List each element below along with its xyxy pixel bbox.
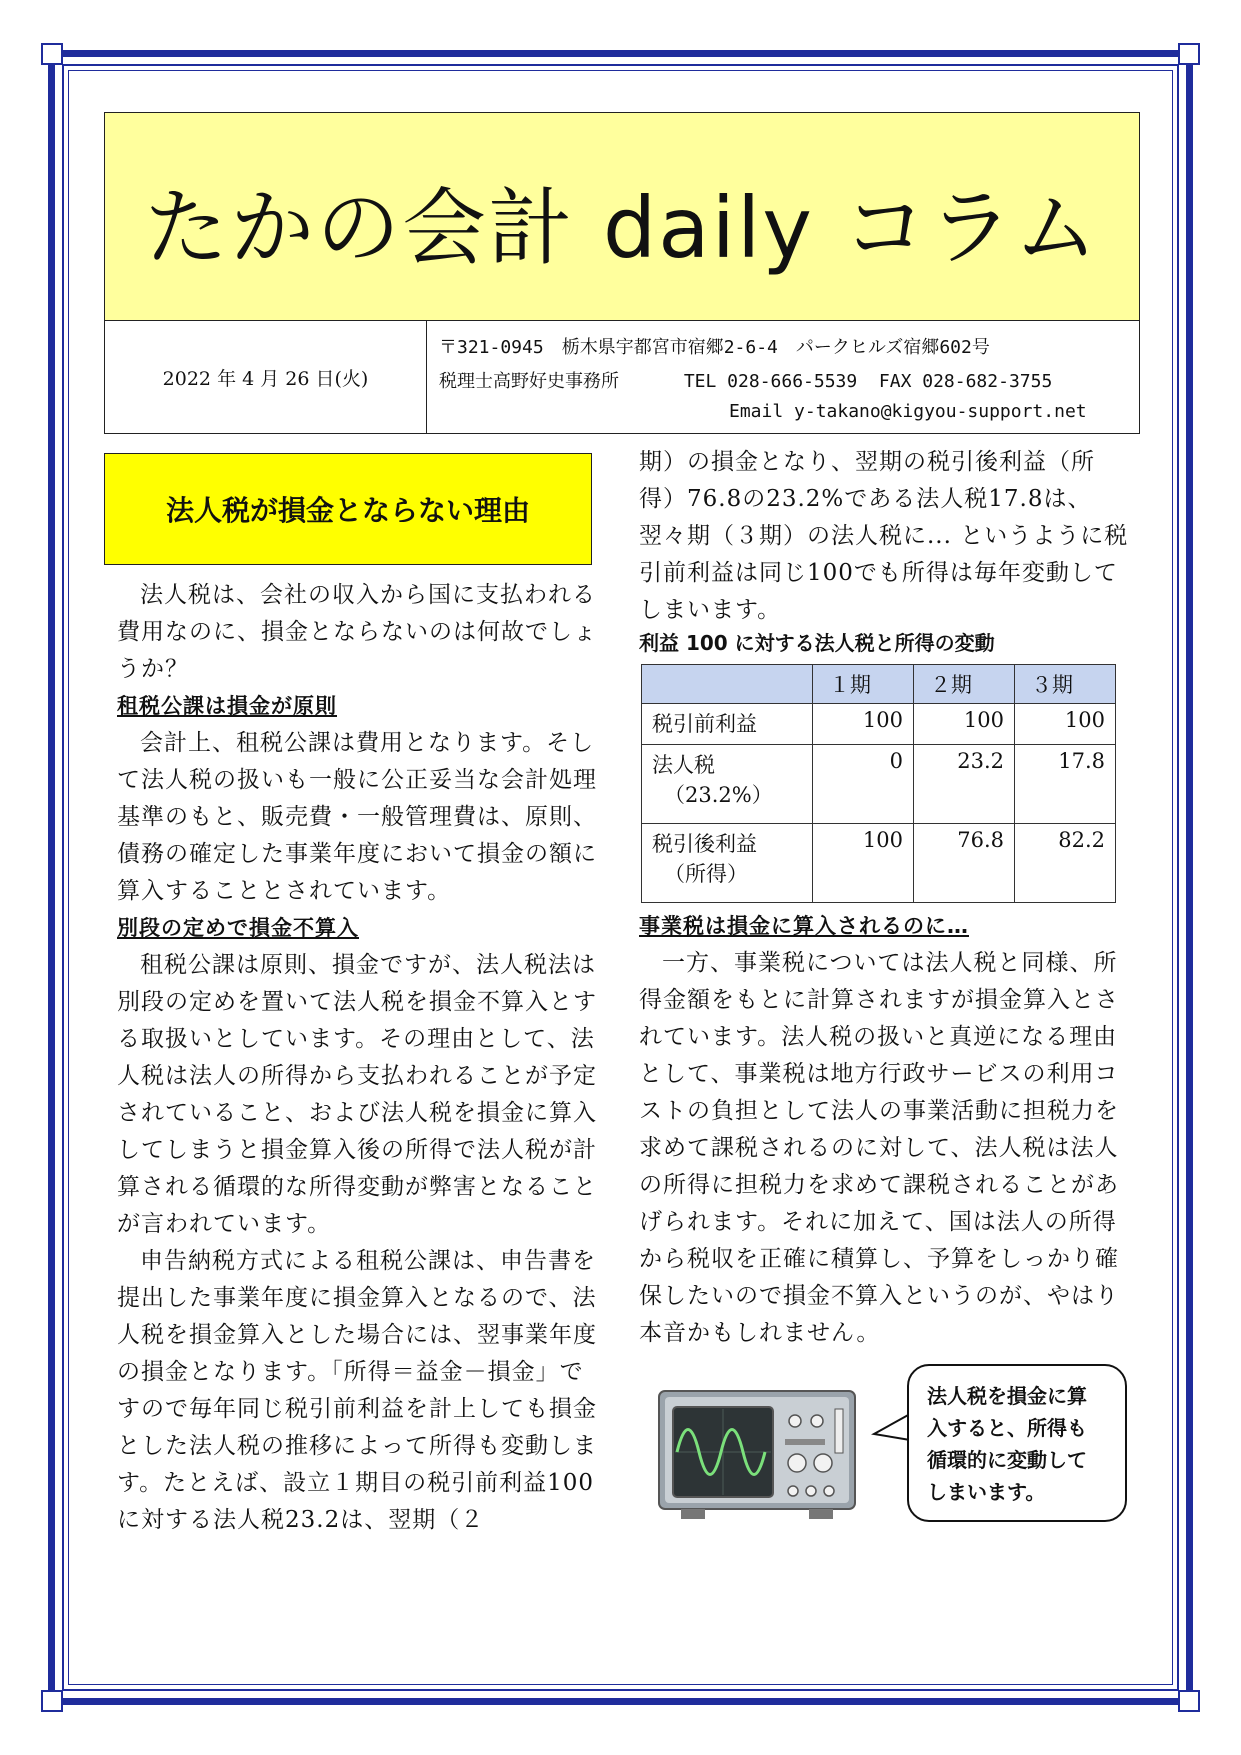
- contact-block: [427, 321, 1139, 433]
- section-heading-3: 事業税は損金に算入されるのに…: [639, 914, 969, 938]
- newsletter-title: たかの会計 daily コラム: [144, 179, 1100, 277]
- table-cell: 100: [813, 704, 914, 745]
- table-header-row: [642, 665, 1116, 704]
- table-cell: 76.8: [914, 824, 1015, 903]
- postal-address: 〒321-0945 栃木県宇都宮市宿郷2-6-4 パークヒルズ宿郷602号: [439, 337, 990, 358]
- frame-corner-bottom-right: [1178, 1690, 1200, 1712]
- bubble-line: 入すると、所得も: [927, 1416, 1087, 1440]
- table-title: 利益 100 に対する法人税と所得の変動: [639, 631, 995, 655]
- topic-heading: 法人税が損金とならない理由: [104, 453, 592, 565]
- bubble-line: 法人税を損金に算: [927, 1384, 1087, 1408]
- office-phone-fax: 税理士高野好史事務所 TEL 028-666-5539 FAX 028-682-3755: [439, 371, 1053, 392]
- table-cell: 100: [914, 704, 1015, 745]
- paragraph-4: 一方、事業税については法人税と同様、所得金額をもとに計算されますが損金算入とされています。法人税の扱いと真逆になる理由として、事業税は地方行政サービスの利用コストの負担として法人の事業活動に担税力を求めて課税されるのに対して、法人税は法人の所得に担税力を求めて課税されることがあげられます。それに加えて、国は法人の所得から税収を正確に積算し、予算をしっかり確保したいので損金不算入というのが、やはり本音かもしれません。: [639, 950, 1119, 1346]
- paragraph-3: 申告納税方式による租税公課は、申告書を提出した事業年度に損金算入となるので、法人税を損金算入とした場合には、翌事業年度の損金となります。「所得＝益金－損金」ですので毎年同じ税引前利益を計上しても損金とした法人税の推移によって所得も変動します。たとえば、設立１期目の税引前利益100に対する法人税23.2は、翌期（２: [117, 1248, 597, 1533]
- table-cell: 100: [1015, 704, 1116, 745]
- paragraph-2: 租税公課は原則、損金ですが、法人税法は別段の定めを置いて法人税を損金不算入とする取扱いとしています。その理由として、法人税は法人の所得から支払われることが予定されていること、および法人税を損金に算入してしまうと損金算入後の所得で法人税が計算される循環的な所得変動が弊害となることが言われています。: [117, 952, 597, 1237]
- row-label: 法人税 （23.2%）: [642, 745, 813, 824]
- frame-corner-top-right: [1178, 43, 1200, 65]
- left-column: [117, 577, 604, 1539]
- table-cell: 100: [813, 824, 914, 903]
- issue-date: 2022 年 4 月 26 日(火): [105, 321, 427, 433]
- table-cell: 82.2: [1015, 824, 1116, 903]
- table-cell: 0: [813, 745, 914, 824]
- continued-paragraph: 期）の損金となり、翌期の税引後利益（所得）76.8の23.2%である法人税17.8は、翌々期（３期）の法人税に... というように税引前利益は同じ100でも所得は毎年変動してしまいます。: [639, 449, 1129, 623]
- row-label: 税引前利益: [642, 704, 813, 745]
- table-cell: 23.2: [914, 745, 1015, 824]
- bubble-line: 循環的に変動して: [927, 1448, 1087, 1472]
- oscilloscope-illustration: [657, 1385, 857, 1521]
- section-heading-2: 別段の定めで損金不算入: [117, 916, 359, 940]
- table-cell: 17.8: [1015, 745, 1116, 824]
- frame-corner-bottom-left: [41, 1690, 63, 1712]
- title-banner: [105, 113, 1139, 321]
- table-header-cell: ２期: [914, 665, 1015, 704]
- tax-income-table: [641, 664, 1116, 903]
- table-row: [642, 824, 1116, 903]
- newsletter-header: [104, 112, 1140, 434]
- table-header-cell: ３期: [1015, 665, 1116, 704]
- row-label: 税引後利益 （所得）: [642, 824, 813, 903]
- paragraph-1: 会計上、租税公課は費用となります。そして法人税の扱いも一般に公正妥当な会計処理基準のもと、販売費・一般管理費は、原則、債務の確定した事業年度において損金の額に算入することとされています。: [117, 730, 597, 904]
- frame-corner-top-left: [41, 43, 63, 65]
- table-row: [642, 745, 1116, 824]
- right-column-bottom: [639, 908, 1129, 1352]
- bubble-line: しまいます。: [927, 1480, 1046, 1504]
- section-heading-1: 租税公課は損金が原則: [117, 694, 337, 718]
- table-header-cell: １期: [813, 665, 914, 704]
- speech-bubble: [907, 1364, 1127, 1522]
- table-row: [642, 704, 1116, 745]
- intro-paragraph: 法人税は、会社の収入から国に支払われる費用なのに、損金とならないのは何故でしょうか？: [117, 582, 597, 682]
- table-header-cell: [642, 665, 813, 704]
- right-column-continued: [639, 444, 1129, 629]
- email-address: Email y-takano@kigyou-support.net: [729, 401, 1087, 422]
